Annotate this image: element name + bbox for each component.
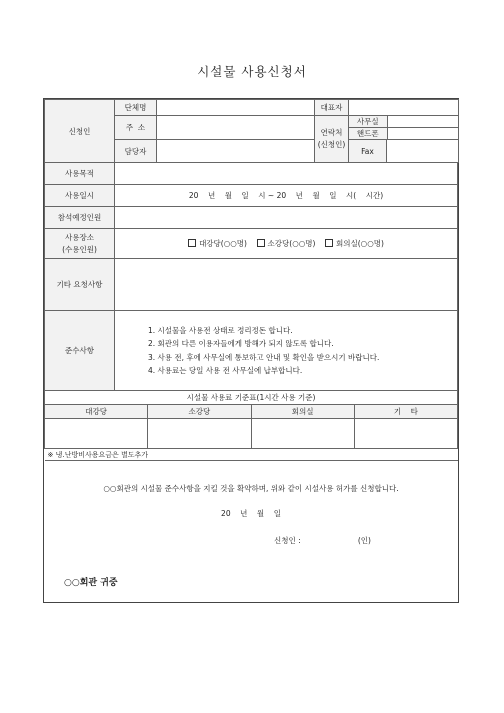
office-label: 사무실 — [349, 116, 387, 128]
fee-cell[interactable] — [251, 419, 354, 449]
purpose-label: 사용목적 — [45, 163, 115, 185]
declaration: ○○회관의 시설물 준수사항을 지킬 것을 확약하며, 위와 같이 시설사용 허가를 신청합니다. — [103, 484, 399, 493]
contact-label-line2: (신청인) — [317, 140, 346, 149]
place-options — [115, 229, 458, 259]
contact-top — [349, 116, 459, 140]
fee-note: ※ 냉․난방비사용요금은 별도추가 — [45, 449, 458, 461]
place-option-meeting-room[interactable]: 회의실(○○명) — [325, 239, 384, 248]
page-title: 시설물 사용신청서 — [197, 64, 307, 79]
checkbox-icon[interactable] — [325, 239, 333, 247]
rep-field[interactable] — [349, 100, 459, 116]
recipient: ○○회관 귀중 — [64, 578, 118, 588]
fee-cell[interactable] — [148, 419, 251, 449]
mobile-field[interactable] — [387, 128, 458, 140]
fee-table — [44, 390, 458, 461]
attendees-field[interactable] — [115, 207, 458, 229]
place-label-line1: 사용장소 — [65, 232, 94, 242]
signature-line: 신청인 : (인) — [274, 536, 371, 545]
applicant-table — [44, 99, 459, 163]
fax-field[interactable] — [387, 140, 459, 163]
rules-label: 준수사항 — [45, 311, 115, 391]
rep-label: 대표자 — [315, 100, 349, 116]
application-form — [43, 98, 459, 603]
fee-col-small-hall: 소강당 — [148, 405, 251, 419]
purpose-field[interactable] — [115, 163, 458, 185]
manager-label: 담당자 — [115, 140, 157, 163]
contact-label-line1: 연락처 — [320, 128, 343, 137]
address-field[interactable] — [157, 116, 315, 140]
rule-item: 3. 사용 전, 후에 사무실에 통보하고 안내 및 확인을 받으시기 바랍니다. — [148, 352, 380, 362]
other-field[interactable] — [115, 259, 458, 311]
address-label: 주 소 — [115, 116, 157, 140]
fee-col-meeting-room: 회의실 — [251, 405, 354, 419]
place-label-line2: (수용인원) — [62, 244, 97, 254]
other-label: 기타 요청사항 — [45, 259, 115, 311]
manager-field[interactable] — [157, 140, 315, 163]
datetime-field[interactable]: 20 년 월 일 시 ~ 20 년 월 일 시( 시간) — [115, 185, 458, 207]
rule-item: 1. 시설물을 사용전 상태로 정리정돈 합니다. — [148, 325, 293, 335]
org-field[interactable] — [157, 100, 315, 116]
place-option-grand-hall[interactable]: 대강당(○○명) — [188, 239, 247, 248]
rules-list — [115, 311, 458, 391]
org-label: 단체명 — [115, 100, 157, 116]
fee-col-grand-hall: 대강당 — [45, 405, 148, 419]
applicant-label: 신청인 — [45, 100, 115, 163]
place-option-small-hall[interactable]: 소강당(○○명) — [257, 239, 316, 248]
fee-cell[interactable] — [45, 419, 148, 449]
fee-header: 시설물 사용료 기준표(1시간 사용 기준) — [45, 391, 458, 405]
fee-cell[interactable] — [354, 419, 457, 449]
fax-label: Fax — [349, 140, 387, 163]
place-label — [45, 229, 115, 259]
contact-label — [315, 116, 349, 163]
attendees-label: 참석예정인원 — [45, 207, 115, 229]
rule-item: 2. 회관의 다른 이용자들에게 방해가 되지 않도록 합니다. — [148, 339, 334, 348]
rule-item: 4. 사용료는 당일 사용 전 사무실에 납부합니다. — [148, 366, 303, 375]
checkbox-icon[interactable] — [257, 239, 265, 247]
office-field[interactable] — [387, 116, 458, 128]
datetime-label: 사용일시 — [45, 185, 115, 207]
fee-col-other: 기 타 — [354, 405, 457, 419]
checkbox-icon[interactable] — [188, 239, 196, 247]
date-line: 20 년 월 일 — [221, 509, 281, 518]
usage-table — [44, 162, 458, 391]
mobile-label: 핸드폰 — [349, 128, 387, 140]
